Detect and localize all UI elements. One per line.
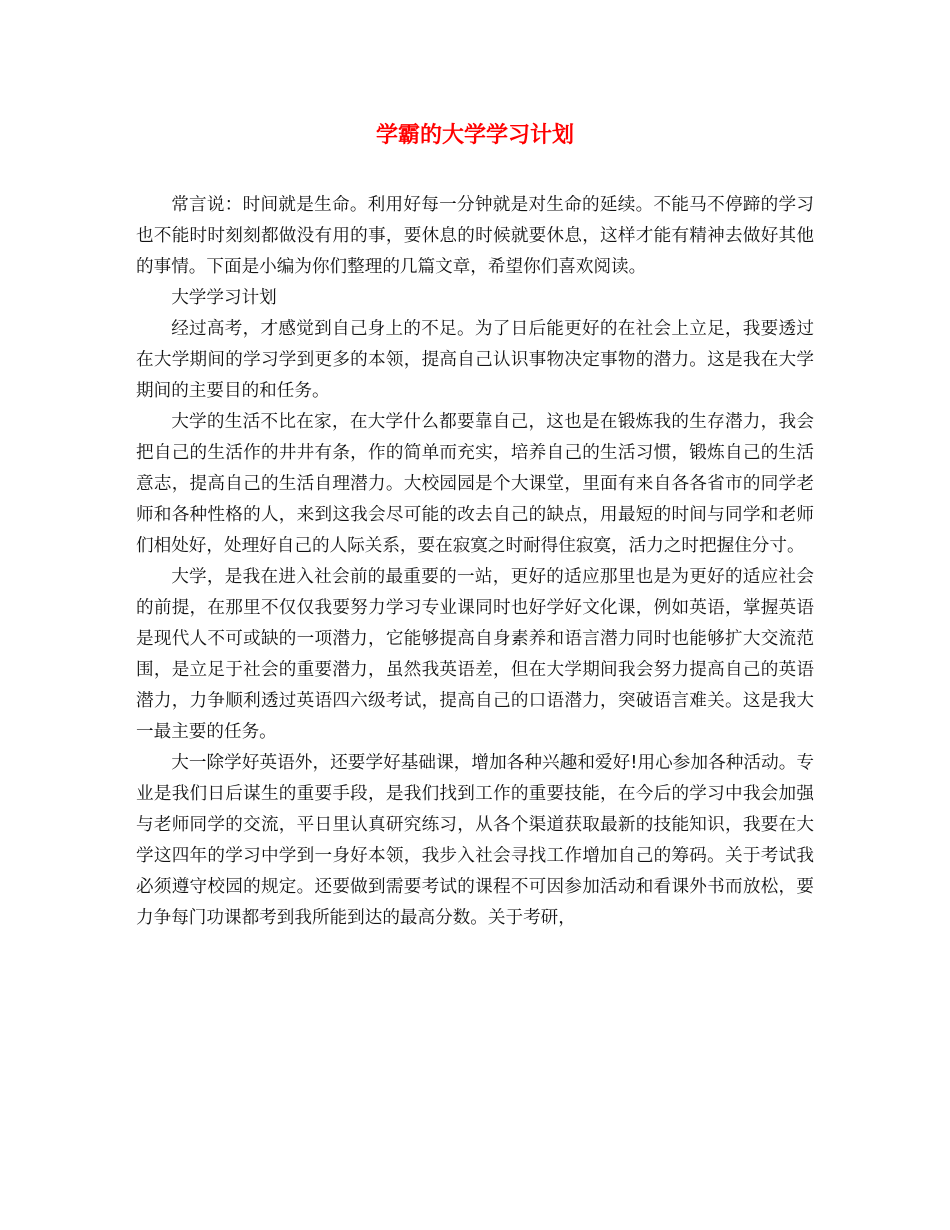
- section-heading: 大学学习计划: [171, 288, 277, 308]
- paragraph-purpose: 经过高考，才感觉到自己身上的不足。为了日后能更好的在社会上立足，我要透过在大学期间的学习学到更多的本领，提高自己认识事物决定事物的潜力。这是我在大学期间的主要目的和任务。: [136, 319, 814, 401]
- paragraph-intro: 常言说：时间就是生命。利用好每一分钟就是对生命的延续。不能马不停蹄的学习也不能时时刻刻都做没有用的事，要休息的时候就要休息，这样才能有精神去做好其他的事情。下面是小编为你们整理的几篇文章，希望你们喜欢阅读。: [136, 195, 814, 277]
- paragraph-english: 大学，是我在进入社会前的最重要的一站，更好的适应那里也是为更好的适应社会的前提，在那里不仅仅我要努力学习专业课同时也好学好文化课，例如英语，掌握英语是现代人不可或缺的一项潜力，它能够提高自身素养和语言潜力同时也能够扩大交流范围，是立足于社会的重要潜力，虽然我英语差，但在大学期间我会努力提高自己的英语潜力，力争顺利透过英语四六级考试，提高自己的口语潜力，突破语言难关。这是我大一最主要的任务。: [136, 567, 814, 742]
- paragraph-life: 大学的生活不比在家，在大学什么都要靠自己，这也是在锻炼我的生存潜力，我会把自己的生活作的井井有条，作的简单而充实，培养自己的生活习惯，锻炼自己的生活意志，提高自己的生活自理潜力。大校园园是个大课堂，里面有来自各各省市的同学老师和各种性格的人，来到这我会尽可能的改去自己的缺点，用最短的时间与同学和老师们相处好，处理好自己的人际关系，要在寂寞之时耐得住寂寞，活力之时把握住分寸。: [136, 412, 814, 556]
- paragraph-basics: 大一除学好英语外，还要学好基础课，增加各种兴趣和爱好!用心参加各种活动。专业是我们日后谋生的重要手段，是我们找到工作的重要技能，在今后的学习中我会加强与老师同学的交流，平日里认真研究练习，从各个渠道获取最新的技能知识，我要在大学这四年的学习中学到一身好本领，我步入社会寻找工作增加自己的筹码。关于考试我必须遵守校园的规定。还要做到需要考试的课程不可因参加活动和看课外书而放松，要力争每门功课都考到我所能到达的最高分数。关于考研，: [136, 753, 814, 928]
- document-title: 学霸的大学学习计划: [375, 122, 574, 148]
- document-body: [136, 190, 814, 934]
